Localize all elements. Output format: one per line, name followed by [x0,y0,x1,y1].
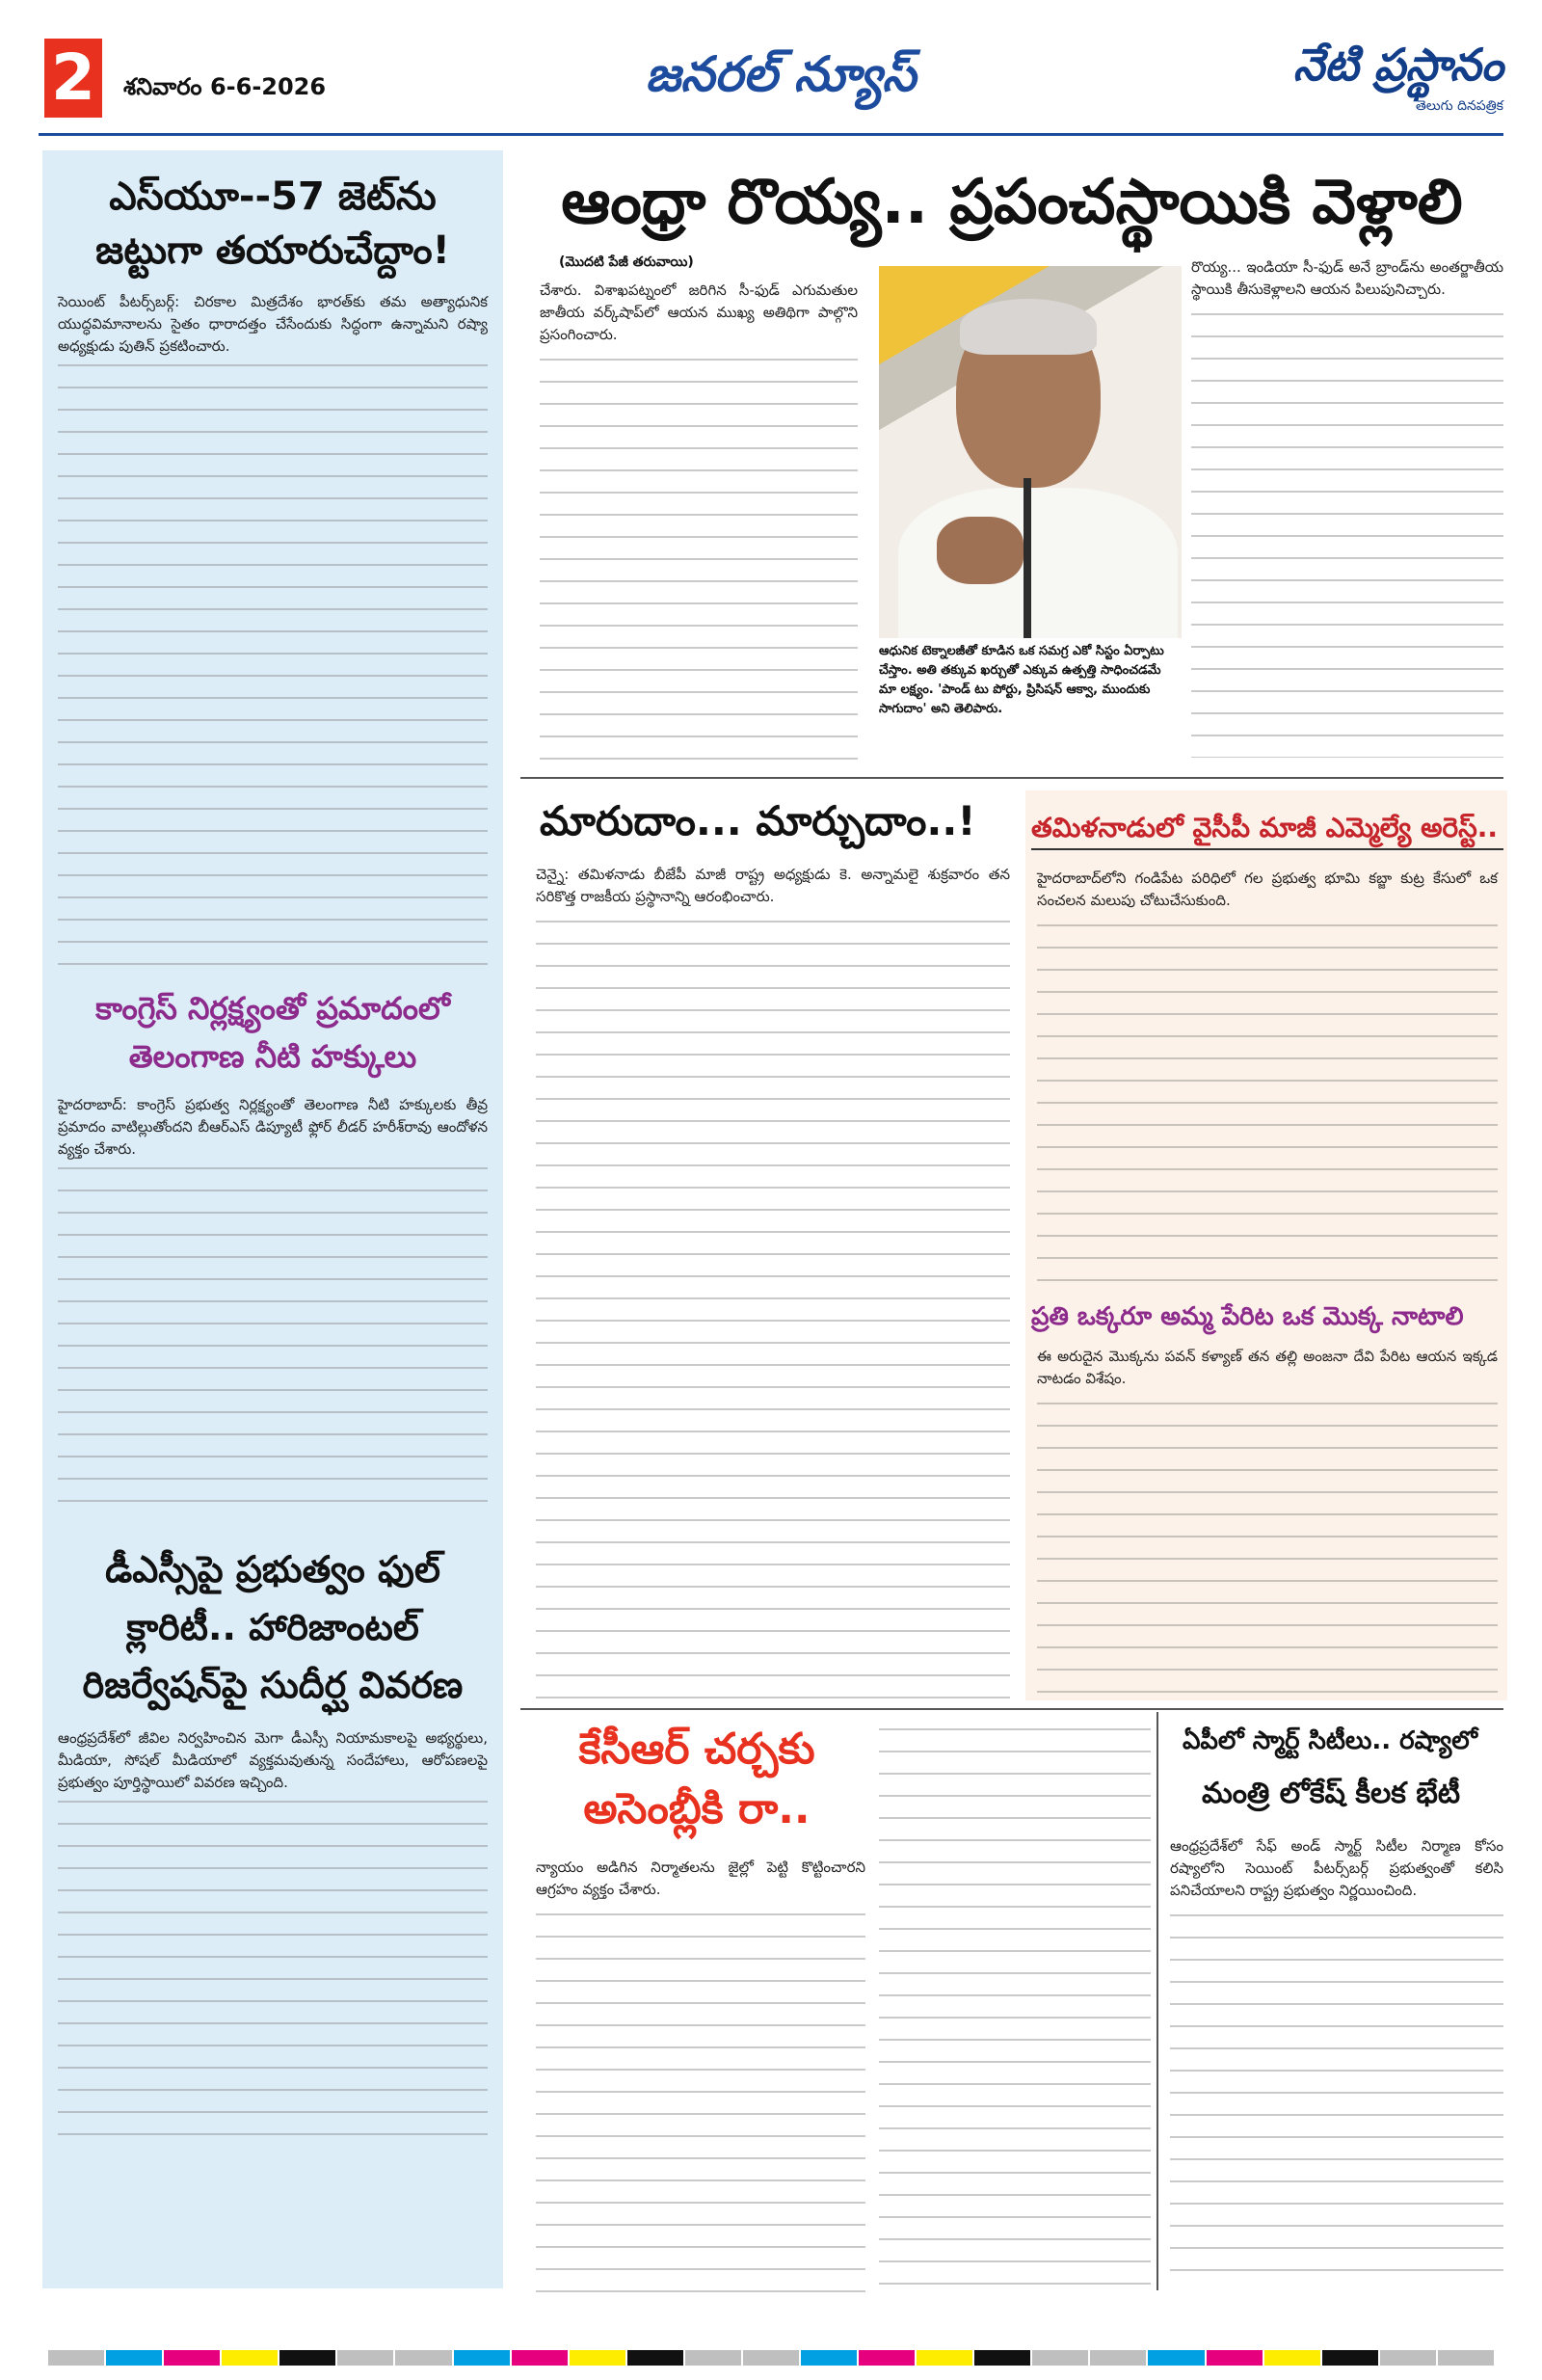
main-story-right-lead: రొయ్య... ఇండియా సీ-ఫుడ్ అనే బ్రాండ్‌ను అంతర్జాతీయ స్థాయికి తీసుకెళ్లాలని ఆయన పిలుపునిచ్చారు. [1191,258,1503,298]
newspaper-name: నేటి ప్రస్థానం [1292,39,1503,91]
print-registration-bar [48,2350,1494,2366]
story-lead-su57: సెయింట్ పీటర్స్‌బర్గ్: చిరకాల మిత్రదేశం భారత్‌కు తమ అత్యాధునిక యుద్ధవిమానాలను సైతం ధారాదత్తం చేసేందుకు సిద్ధంగా ఉన్నామని రష్యా అధ్యక్షుడు పుతిన్ ప్రకటించారు. [58,293,488,355]
story-lead-telangana-water: హైదరాబాద్: కాంగ్రెస్ ప్రభుత్వ నిర్లక్ష్యంతో తెలంగాణ నీటి హక్కులకు తీవ్ర ప్రమాదం వాటిల్లుతోందని బీఆర్ఎస్ డిప్యూటీ ఫ్లోర్ లీడర్ హరీశ్‌రావు ఆందోళన వ్యక్తం చేశారు. [58,1096,488,1158]
story-headline-dsc: డీఎస్సీపై ప్రభుత్వం ఫుల్ క్లారిటీ.. హారిజాంటల్ రిజర్వేషన్‌పై సుదీర్ఘ వివరణ [82,1548,464,1706]
masthead-rule [39,133,1503,136]
column-divider [1156,1712,1158,2290]
page-number: 2 [44,39,102,118]
newspaper-logo [1234,39,1503,117]
story-lead-kcr: న్యాయం అడిగిన నిర్మాతలను జైల్లో పెట్టి కొట్టించారని ఆగ్రహం వ్యక్తం చేశారు. [536,1859,865,1898]
story-headline-kcr: కేసీఆర్ చర్చకు అసెంబ్లీకి రా.. [578,1725,815,1833]
section-title: జనరల్ న్యూస్ [645,46,917,102]
story-body-telangana-water [58,1161,488,1517]
story-body-marudam [536,914,1010,1704]
left-column [42,150,503,2288]
story-headline-lokesh: మంత్రి లోకేష్ కీలక భేటీ [1201,1777,1461,1810]
story-headline-telangana-water: కాంగ్రెస్ నిర్లక్ష్యంతో ప్రమాదంలో తెలంగాణ నీటి హక్కులు [95,990,450,1075]
story-body-su57 [58,358,488,965]
story-kcr-col1 [536,1857,865,2292]
story-kicker-lokesh: ఏపీలో స్మార్ట్ సిటీలు.. రష్యాలో [1182,1726,1478,1755]
main-story-col-right [1191,256,1503,758]
main-byline: (మొదటి పేజీ తరువాయి) [559,254,694,270]
photo-caption: ఆధునిక టెక్నాలజీతో కూడిన ఒక సమగ్ర ఎకో సిస్టం ఏర్పాటు చేస్తాం. అతి తక్కువ ఖర్చుతో ఎక్కువ ఉత్పత్తి సాధించడమే మా లక్ష్యం. 'పాండ్ టు పోర్టు, ప్రిసిషన్ ఆక్వా, ముందుకు సాగుదాం' అని తెలిపారు. [879,644,1164,716]
story-body-dsc [58,1794,488,2141]
story-headline-amma-plant: ప్రతి ఒక్కరూ అమ్మ పేరిట ఒక మొక్క నాటాలి [1031,1302,1464,1331]
story-headline-ysrcp-arrest: తమిళనాడులో వైసీపీ మాజీ ఎమ్మెల్యే అరెస్ట్.. [1031,808,1503,850]
story-lead-marudam: చెన్నై: తమిళనాడు బీజేపీ మాజీ రాష్ట్ర అధ్యక్షుడు కె. అన్నామలై శుక్రవారం తన సరికొత్త రాజకీయ ప్రస్థానాన్ని ఆరంభించారు. [536,866,1010,905]
leader-photo [879,266,1182,638]
story-body-lokesh [1170,1908,1503,2274]
main-headline: ఆంధ్రా రొయ్య.. ప్రపంచస్థాయికి వెళ్లాలి [561,167,1463,238]
main-story-col-right-body [1191,307,1503,758]
story-lead-lokesh: ఆంధ్రప్రదేశ్‌లో సేఫ్ అండ్ స్మార్ట్ సిటీల నిర్మాణ కోసం రష్యాలోని సెయింట్ పీటర్స్‌బర్గ్ ప్రభుత్వంతో కలిసి పనిచేయాలని రాష్ట్ర ప్రభుత్వం నిర్ణయించింది. [1170,1837,1503,1899]
story-lead-ysrcp: హైదరాబాద్‌లోని గండిపేట పరిధిలో గల ప్రభుత్వ భూమి కబ్జా కుట్ర కేసులో ఒక సంచలన మలుపు చోటుచేసుకుంది. [1037,869,1498,909]
main-story-lead: చేశారు. విశాఖపట్నంలో జరిగిన సీ-ఫుడ్ ఎగుమతుల జాతీయ వర్క్‌షాప్‌లో ఆయన ముఖ్య అతిథిగా పాల్గొని ప్రసంగించారు. [540,281,858,343]
issue-date: శనివారం 6-6-2026 [123,73,327,100]
story-body-kcr-col1 [536,1907,865,2292]
story-lead-dsc: ఆంధ్రప్రదేశ్‌లో జీవిల నిర్వహించిన మెగా డీఎస్సీ నియామకాలపై అభ్యర్థులు, మీడియా, సోషల్ మీడియాలో వ్యక్తమవుతున్న సందేహాలు, ఆరోపణలపై ప్రభుత్వం పూర్తిస్థాయిలో వివరణ ఇచ్చింది. [58,1729,488,1791]
story-headline-su57: ఎస్‌యూ--57 జెట్‌ను జట్టుగా తయారుచేద్దాం! [95,174,450,273]
story-kcr-col2 [879,1722,1151,2290]
story-lead-amma: ఈ అరుదైన మొక్కను పవన్ కళ్యాణ్ తన తల్లి అంజనా దేవి పేరిట ఆయన ఇక్కడ నాటడం విశేషం. [1037,1348,1498,1387]
story-body-amma [1037,1396,1498,1704]
section-divider [520,777,1503,779]
section-divider [520,1708,1503,1710]
story-body-ysrcp [1037,918,1498,1294]
story-amma [1037,1346,1498,1704]
newspaper-tagline: తెలుగు దినపత్రిక [1415,98,1503,114]
story-headline-marudam: మారుదాం... మార్చుదాం..! [540,797,976,844]
main-story-col-left [540,280,858,776]
main-story-col-left-body [540,352,858,776]
story-marudam [536,864,1010,1704]
story-lokesh [1170,1835,1503,2274]
story-ysrcp [1037,868,1498,1294]
